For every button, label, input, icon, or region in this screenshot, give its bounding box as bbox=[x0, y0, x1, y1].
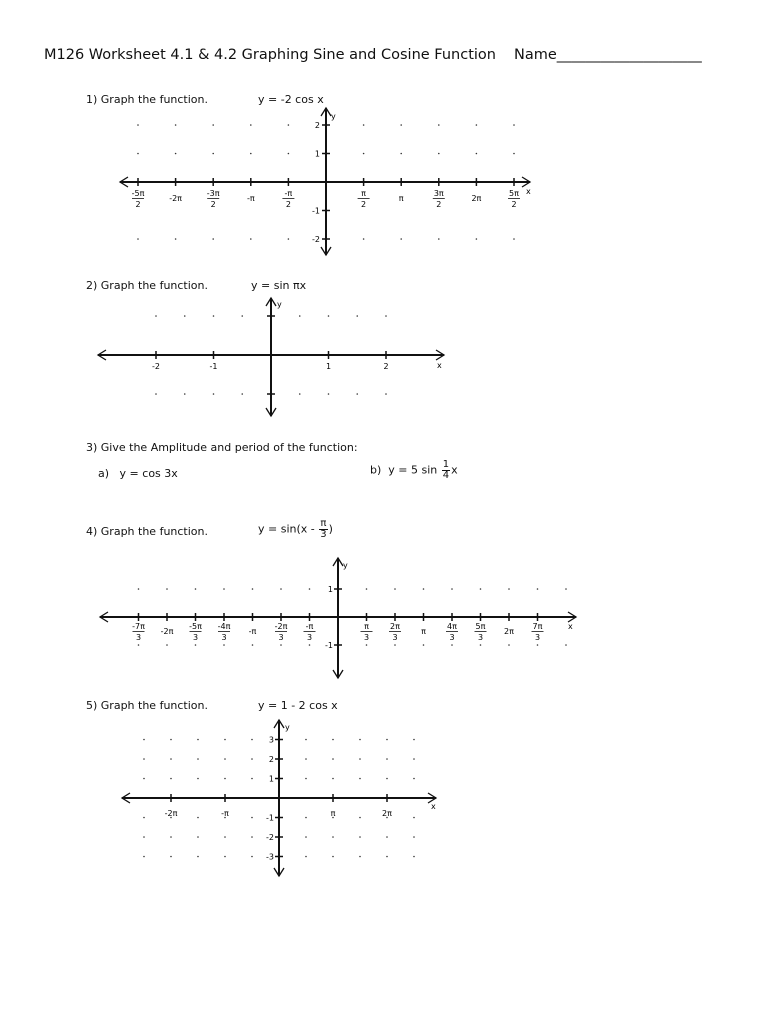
y-tick-label: 1 bbox=[268, 774, 274, 784]
q1-equation: y = -2 cos x bbox=[258, 93, 324, 106]
grid-dot bbox=[170, 739, 172, 741]
grid-dot bbox=[386, 856, 388, 858]
grid-dot bbox=[413, 817, 415, 819]
q3-prompt: 3) Give the Amplitude and period of the function: bbox=[86, 441, 358, 454]
grid-dot bbox=[359, 778, 361, 780]
q2-prompt: 2) Graph the function. bbox=[86, 279, 209, 292]
x-tick-label: -π bbox=[221, 809, 229, 818]
grid-dot bbox=[197, 836, 199, 838]
x-tick-label-num: -5π bbox=[131, 189, 145, 198]
grid-dot bbox=[305, 758, 307, 760]
q3b-label: b) bbox=[370, 463, 382, 477]
y-tick-label: -3 bbox=[266, 852, 274, 862]
grid-dot bbox=[359, 739, 361, 741]
x-tick-label: -π bbox=[246, 194, 255, 203]
grid-dot bbox=[386, 758, 388, 760]
x-tick-label-num: -π bbox=[305, 622, 314, 631]
q4-prompt: 4) Graph the function. bbox=[86, 525, 209, 538]
grid-dot bbox=[224, 836, 226, 838]
grid-dot bbox=[224, 739, 226, 741]
y-tick-label: 1 bbox=[327, 585, 333, 594]
y-tick-label: -1 bbox=[266, 813, 274, 823]
x-tick-label-num: -4π bbox=[217, 622, 231, 631]
y-tick-label: -2 bbox=[266, 833, 274, 842]
grid-dot bbox=[332, 778, 334, 780]
x-tick-label: -2 bbox=[152, 362, 160, 371]
x-tick-label-den: 2 bbox=[361, 200, 367, 209]
grid-dot bbox=[224, 856, 226, 858]
x-tick-label: π bbox=[398, 194, 404, 203]
x-tick-label-den: 3 bbox=[306, 633, 313, 642]
grid-dot bbox=[305, 739, 307, 741]
q5-prompt: 5) Graph the function. bbox=[86, 699, 209, 712]
q4-eq-pre: y = sin(x - bbox=[258, 522, 315, 536]
x-axis-label: x bbox=[437, 361, 442, 370]
grid-dot bbox=[251, 778, 253, 780]
x-tick-label-num: -3π bbox=[206, 189, 220, 198]
x-tick-label: π bbox=[330, 809, 336, 818]
grid-dot bbox=[197, 778, 199, 780]
x-tick-label: -2π bbox=[160, 627, 174, 636]
x-tick-label-den: 2 bbox=[135, 200, 141, 209]
x-axis-label: x bbox=[568, 622, 573, 631]
x-tick-label-num: 5π bbox=[475, 622, 486, 631]
x-tick-label-den: 3 bbox=[221, 633, 227, 642]
x-tick-label: 2 bbox=[383, 362, 389, 371]
grid-dot bbox=[143, 778, 145, 780]
grid-dot bbox=[359, 856, 361, 858]
x-tick-label-num: -π bbox=[284, 189, 293, 198]
x-tick-label-den: 3 bbox=[278, 633, 284, 642]
y-axis-label: y bbox=[343, 561, 348, 570]
name-label: Name bbox=[513, 47, 557, 63]
grid-dot bbox=[197, 856, 199, 858]
y-tick-label: 2 bbox=[268, 755, 274, 764]
grid-dot bbox=[251, 758, 253, 760]
q4-eq-numerator: π bbox=[320, 518, 327, 529]
grid-dot bbox=[143, 856, 145, 858]
grid-dot bbox=[413, 856, 415, 858]
grid-dot bbox=[251, 739, 253, 741]
y-tick-label: -1 bbox=[312, 206, 320, 216]
grid-dot bbox=[224, 758, 226, 760]
x-tick-label-den: 2 bbox=[511, 200, 517, 209]
y-tick-label: 2 bbox=[314, 121, 320, 130]
grid-dot bbox=[305, 778, 307, 780]
x-tick-label-num: -7π bbox=[132, 622, 145, 631]
x-tick-label-num: 7π bbox=[532, 622, 543, 631]
grid-dot bbox=[413, 778, 415, 780]
grid-dot bbox=[251, 817, 253, 819]
x-axis-label: x bbox=[526, 187, 531, 196]
name-blank: ____________________ bbox=[556, 47, 702, 63]
y-tick-label: -2 bbox=[312, 235, 320, 244]
grid-dot bbox=[359, 758, 361, 760]
y-axis-label: y bbox=[285, 723, 290, 732]
grid-dot bbox=[197, 817, 199, 819]
grid-dot bbox=[143, 758, 145, 760]
title-text: M126 Worksheet 4.1 & 4.2 Graphing Sine and Cosine Function bbox=[44, 47, 496, 63]
grid-dot bbox=[143, 739, 145, 741]
grid-dot bbox=[305, 856, 307, 858]
x-tick-label-den: 2 bbox=[210, 200, 216, 209]
grid-dot bbox=[224, 778, 226, 780]
grid-dot bbox=[413, 758, 415, 760]
y-tick-label: 3 bbox=[268, 735, 274, 745]
x-tick-label: -π bbox=[248, 627, 257, 636]
x-tick-label-num: -2π bbox=[274, 622, 288, 631]
x-tick-label-num: 4π bbox=[447, 622, 457, 631]
x-tick-label: 2π bbox=[471, 194, 482, 203]
grid-dot bbox=[386, 836, 388, 838]
q4-eq-denominator: 3 bbox=[320, 529, 327, 540]
grid-dot bbox=[413, 836, 415, 838]
grid-dot bbox=[170, 836, 172, 838]
x-tick-label-den: 2 bbox=[285, 200, 291, 209]
x-tick-label-num: 2π bbox=[390, 622, 400, 631]
q1-prompt: 1) Graph the function. bbox=[86, 93, 209, 106]
x-tick-label: 2π bbox=[382, 809, 392, 818]
x-tick-label-den: 3 bbox=[534, 633, 541, 642]
x-tick-label-num: π bbox=[361, 189, 367, 198]
grid-dot bbox=[332, 758, 334, 760]
grid-dot bbox=[386, 778, 388, 780]
y-tick-label: 1 bbox=[314, 149, 320, 159]
x-tick-label: π bbox=[421, 627, 426, 636]
grid-dot bbox=[386, 739, 388, 741]
x-tick-label-den: 3 bbox=[477, 633, 484, 642]
grid-dot bbox=[332, 739, 334, 741]
x-tick-label: -2π bbox=[169, 194, 182, 203]
y-tick-label: -1 bbox=[325, 641, 333, 650]
q5-axes bbox=[122, 720, 436, 876]
x-tick-label: 2π bbox=[504, 627, 514, 636]
q3b-equation-post: x bbox=[451, 463, 458, 477]
q3a-label: a) bbox=[98, 467, 110, 480]
x-tick-label-num: 3π bbox=[433, 189, 444, 198]
grid-dot bbox=[197, 739, 199, 741]
q5-equation: y = 1 - 2 cos x bbox=[258, 699, 338, 712]
grid-dot bbox=[143, 836, 145, 838]
grid-dot bbox=[251, 856, 253, 858]
grid-dot bbox=[359, 836, 361, 838]
grid-dot bbox=[197, 758, 199, 760]
q2-equation: y = sin πx bbox=[251, 279, 307, 292]
x-tick-label-num: π bbox=[364, 622, 369, 631]
grid-dot bbox=[305, 817, 307, 819]
x-tick-label: -1 bbox=[209, 362, 218, 371]
grid-dot bbox=[251, 836, 253, 838]
grid-dot bbox=[413, 739, 415, 741]
grid-dot bbox=[332, 856, 334, 858]
x-tick-label-den: 3 bbox=[135, 633, 142, 642]
grid-dot bbox=[170, 856, 172, 858]
x-tick-label-den: 3 bbox=[192, 633, 199, 642]
grid-dot bbox=[143, 817, 145, 819]
q4-eq-post: ) bbox=[328, 522, 333, 536]
x-tick-label-num: 5π bbox=[509, 189, 519, 198]
y-axis-label: y bbox=[277, 300, 282, 309]
x-tick-label-den: 3 bbox=[449, 633, 455, 642]
q3b-numerator: 1 bbox=[442, 459, 450, 470]
grid-dot bbox=[359, 817, 361, 819]
grid-dot bbox=[332, 836, 334, 838]
grid-dot bbox=[170, 758, 172, 760]
x-tick-label-den: 2 bbox=[436, 200, 442, 209]
x-tick-label-den: 3 bbox=[392, 633, 398, 642]
x-tick-label: -2π bbox=[164, 809, 178, 818]
x-axis-label: x bbox=[431, 802, 436, 811]
x-tick-label: 1 bbox=[325, 362, 332, 371]
x-tick-label-num: -5π bbox=[189, 622, 202, 631]
q3a-equation: y = cos 3x bbox=[119, 467, 178, 480]
x-tick-label-den: 3 bbox=[363, 633, 370, 642]
y-axis-label: y bbox=[331, 112, 336, 121]
q3b-denominator: 4 bbox=[442, 470, 450, 481]
grid-dot bbox=[305, 836, 307, 838]
grid-dot bbox=[170, 778, 172, 780]
q3b-equation-pre: y = 5 sin bbox=[388, 463, 438, 477]
